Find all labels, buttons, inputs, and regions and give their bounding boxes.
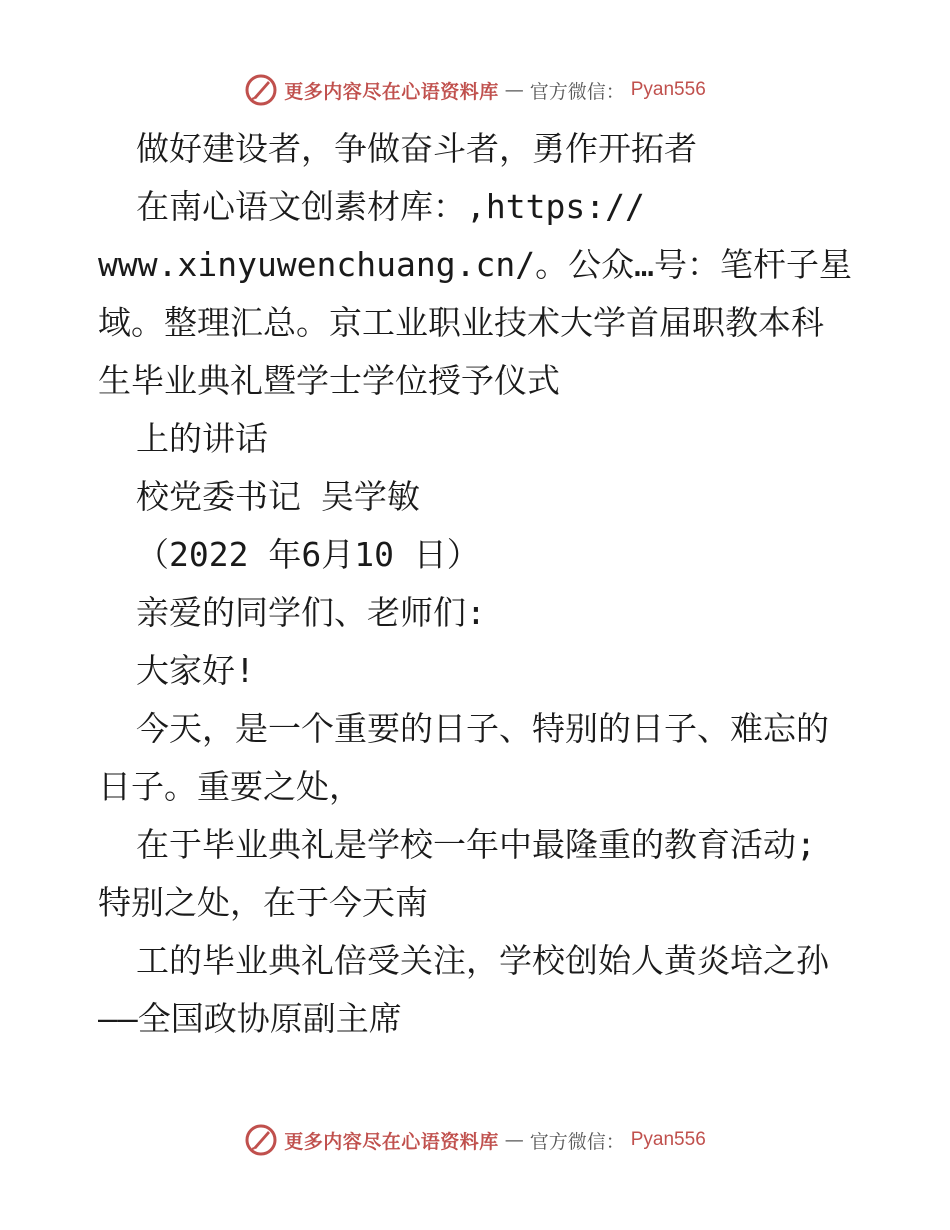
text-line: 做好建设者，争做奋斗者，勇作开拓者 [136,129,697,168]
watermark-wechat-id: Pyan556 [630,79,706,100]
text-line: 上的讲话 [136,419,268,458]
header-watermark [0,70,950,110]
watermark-dash: — [504,1129,524,1151]
text-line: 大家好! [136,651,255,690]
text-line: www.xinyuwenchuang.cn/。公众…号：笔杆子星 [98,245,852,284]
text-line: 在于毕业典礼是学校一年中最隆重的教育活动; [136,825,816,864]
quill-seal-logo-icon [244,1123,278,1157]
watermark-wechat-id: Pyan556 [630,1129,706,1150]
quill-seal-logo-icon [244,73,278,107]
text-line: 校党委书记 吴学敏 [136,477,420,516]
text-line: 亲爱的同学们、老师们: [136,593,486,632]
watermark-wechat-label: 官方微信： [529,80,625,103]
text-line: 日子。重要之处， [98,767,362,806]
watermark-slogan: 更多内容尽在心语资料库 [284,80,499,103]
watermark-wechat-label: 官方微信： [529,1130,625,1153]
document-body [98,120,858,1048]
watermark-dash: — [504,79,524,101]
text-line: 特别之处，在于今天南 [98,883,428,922]
text-line: 今天，是一个重要的日子、特别的日子、难忘的 [136,709,829,748]
text-line: （2022 年6月10 日） [136,535,480,574]
footer-watermark [0,1120,950,1160]
text-line: 在南心语文创素材库：,https:// [136,187,645,226]
text-line: 生毕业典礼暨学士学位授予仪式 [98,361,560,400]
text-line: 工的毕业典礼倍受关注，学校创始人黄炎培之孙 [136,941,829,980]
text-line: 域。整理汇总。京工业职业技术大学首届职教本科 [98,303,824,342]
text-line: ——全国政协原副主席 [98,999,402,1038]
watermark-slogan: 更多内容尽在心语资料库 [284,1130,499,1153]
